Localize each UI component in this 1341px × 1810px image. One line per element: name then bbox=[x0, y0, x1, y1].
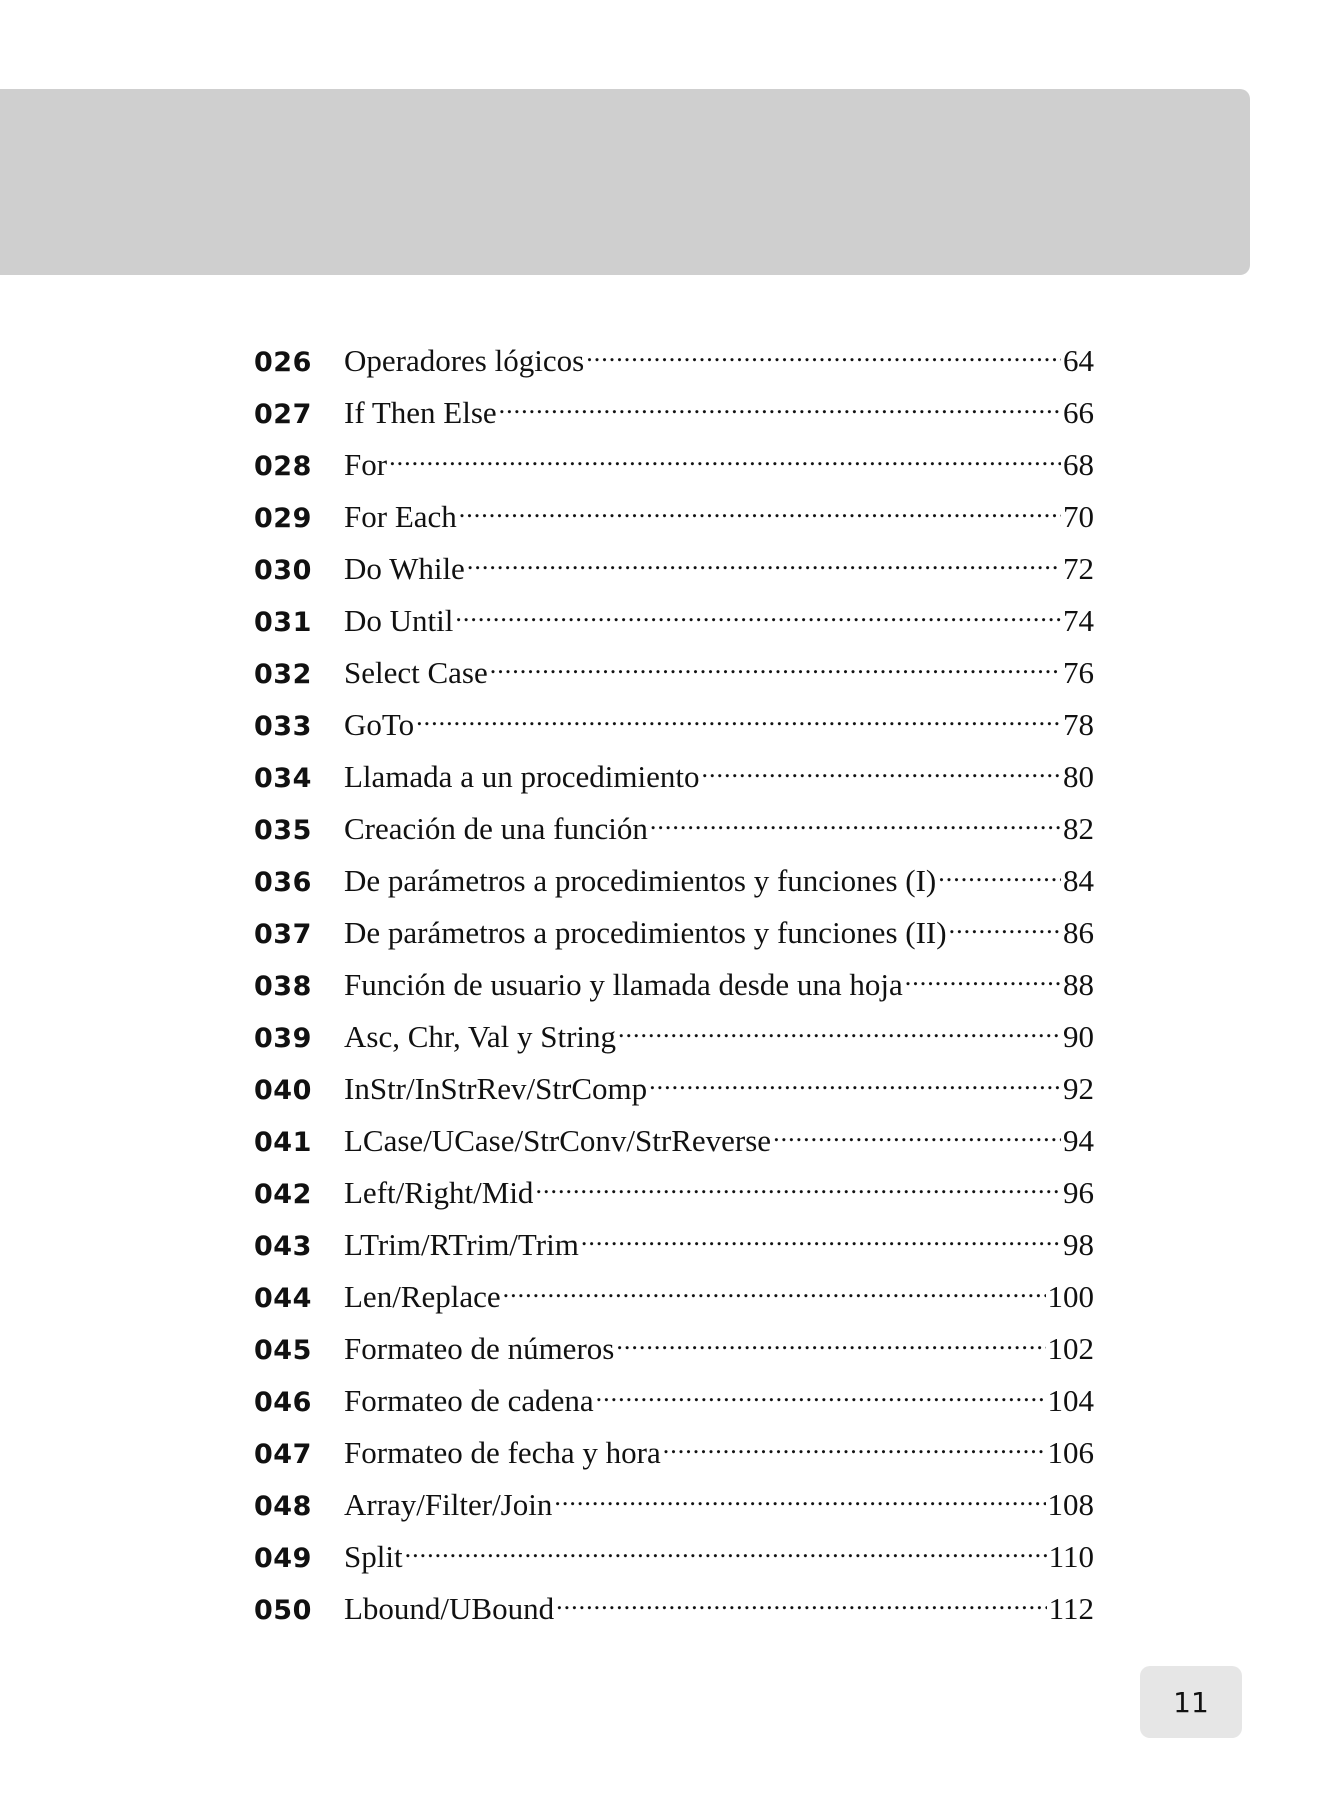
entry-number: 026 bbox=[254, 347, 312, 378]
dot-leader bbox=[503, 1276, 1046, 1307]
toc-entry[interactable] bbox=[254, 1068, 1094, 1120]
entry-number: 043 bbox=[254, 1231, 312, 1262]
entry-number: 035 bbox=[254, 815, 312, 846]
entry-number: 050 bbox=[254, 1595, 312, 1626]
entry-title: Do While bbox=[344, 551, 465, 586]
dot-leader bbox=[556, 1588, 1047, 1619]
dot-leader bbox=[905, 964, 1061, 995]
page-number-box bbox=[1140, 1666, 1242, 1738]
dot-leader bbox=[459, 496, 1061, 527]
entry-page: 100 bbox=[1047, 1279, 1094, 1314]
dot-leader bbox=[499, 392, 1061, 423]
dot-leader bbox=[586, 340, 1061, 371]
dot-leader bbox=[467, 548, 1061, 579]
entry-page: 64 bbox=[1063, 343, 1094, 378]
toc-entry[interactable] bbox=[254, 392, 1094, 444]
toc-entry[interactable] bbox=[254, 1432, 1094, 1484]
dot-leader bbox=[389, 444, 1061, 475]
toc-entry[interactable] bbox=[254, 1276, 1094, 1328]
entry-number: 042 bbox=[254, 1179, 312, 1210]
dot-leader bbox=[702, 756, 1061, 787]
entry-page: 102 bbox=[1047, 1331, 1094, 1366]
dot-leader bbox=[455, 600, 1061, 631]
toc-entry[interactable] bbox=[254, 808, 1094, 860]
entry-title: For bbox=[344, 447, 388, 482]
toc-entry[interactable] bbox=[254, 1380, 1094, 1432]
entry-title: Left/Right/Mid bbox=[344, 1175, 534, 1210]
toc-entry[interactable] bbox=[254, 1172, 1094, 1224]
entry-number: 041 bbox=[254, 1127, 312, 1158]
dot-leader bbox=[535, 1172, 1061, 1203]
dot-leader bbox=[649, 1068, 1061, 1099]
entry-title: Split bbox=[344, 1539, 403, 1574]
entry-title: Lbound/UBound bbox=[344, 1591, 555, 1626]
entry-number: 037 bbox=[254, 919, 312, 950]
entry-page: 68 bbox=[1063, 447, 1094, 482]
entry-number: 046 bbox=[254, 1387, 312, 1418]
page-number: 11 bbox=[1173, 1685, 1209, 1719]
toc-entry[interactable] bbox=[254, 1328, 1094, 1380]
dot-leader bbox=[650, 808, 1061, 839]
entry-title: LTrim/RTrim/Trim bbox=[344, 1227, 579, 1262]
entry-page: 112 bbox=[1048, 1591, 1094, 1626]
dot-leader bbox=[949, 912, 1061, 943]
toc-entry[interactable] bbox=[254, 652, 1094, 704]
entry-number: 034 bbox=[254, 763, 312, 794]
entry-page: 96 bbox=[1063, 1175, 1094, 1210]
table-of-contents bbox=[254, 340, 1094, 1640]
dot-leader bbox=[618, 1016, 1061, 1047]
entry-title: InStr/InStrRev/StrComp bbox=[344, 1071, 648, 1106]
toc-entry[interactable] bbox=[254, 1120, 1094, 1172]
header-band bbox=[0, 89, 1250, 275]
entry-title: LCase/UCase/StrConv/StrReverse bbox=[344, 1123, 772, 1158]
entry-page: 70 bbox=[1063, 499, 1094, 534]
toc-entry[interactable] bbox=[254, 1536, 1094, 1588]
entry-number: 036 bbox=[254, 867, 312, 898]
entry-page: 66 bbox=[1063, 395, 1094, 430]
entry-number: 047 bbox=[254, 1439, 312, 1470]
dot-leader bbox=[581, 1224, 1061, 1255]
entry-title: GoTo bbox=[344, 707, 415, 742]
entry-number: 038 bbox=[254, 971, 312, 1002]
entry-number: 029 bbox=[254, 503, 312, 534]
toc-entry[interactable] bbox=[254, 1224, 1094, 1276]
dot-leader bbox=[490, 652, 1061, 683]
entry-number: 040 bbox=[254, 1075, 312, 1106]
entry-number: 028 bbox=[254, 451, 312, 482]
dot-leader bbox=[405, 1536, 1047, 1567]
entry-title: Array/Filter/Join bbox=[344, 1487, 553, 1522]
entry-page: 98 bbox=[1063, 1227, 1094, 1262]
entry-page: 94 bbox=[1063, 1123, 1094, 1158]
entry-page: 78 bbox=[1063, 707, 1094, 742]
entry-page: 72 bbox=[1063, 551, 1094, 586]
entry-number: 033 bbox=[254, 711, 312, 742]
entry-title: De parámetros a procedimientos y funciones (I) bbox=[344, 863, 937, 898]
toc-entry[interactable] bbox=[254, 704, 1094, 756]
entry-page: 106 bbox=[1047, 1435, 1094, 1470]
entry-title: Select Case bbox=[344, 655, 488, 690]
entry-number: 030 bbox=[254, 555, 312, 586]
toc-entry[interactable] bbox=[254, 496, 1094, 548]
entry-number: 039 bbox=[254, 1023, 312, 1054]
dot-leader bbox=[596, 1380, 1046, 1411]
toc-entry[interactable] bbox=[254, 912, 1094, 964]
entry-title: For Each bbox=[344, 499, 457, 534]
dot-leader bbox=[416, 704, 1061, 735]
entry-page: 86 bbox=[1063, 915, 1094, 950]
entry-title: Creación de una función bbox=[344, 811, 648, 846]
entry-title: Do Until bbox=[344, 603, 454, 638]
toc-entry[interactable] bbox=[254, 860, 1094, 912]
entry-title: De parámetros a procedimientos y funciones (II) bbox=[344, 915, 947, 950]
dot-leader bbox=[663, 1432, 1046, 1463]
entry-number: 031 bbox=[254, 607, 312, 638]
entry-title: Len/Replace bbox=[344, 1279, 501, 1314]
dot-leader bbox=[616, 1328, 1045, 1359]
entry-number: 032 bbox=[254, 659, 312, 690]
entry-title: Formateo de números bbox=[344, 1331, 615, 1366]
dot-leader bbox=[554, 1484, 1045, 1515]
entry-title: If Then Else bbox=[344, 395, 497, 430]
entry-title: Operadores lógicos bbox=[344, 343, 585, 378]
toc-entry[interactable] bbox=[254, 1016, 1094, 1068]
entry-title: Función de usuario y llamada desde una hoja bbox=[344, 967, 903, 1002]
toc-entry[interactable] bbox=[254, 756, 1094, 808]
entry-number: 049 bbox=[254, 1543, 312, 1574]
entry-page: 104 bbox=[1047, 1383, 1094, 1418]
entry-page: 84 bbox=[1063, 863, 1094, 898]
toc-entry[interactable] bbox=[254, 600, 1094, 652]
toc-entry[interactable] bbox=[254, 548, 1094, 600]
entry-page: 82 bbox=[1063, 811, 1094, 846]
toc-entry[interactable] bbox=[254, 1484, 1094, 1536]
entry-page: 92 bbox=[1063, 1071, 1094, 1106]
entry-title: Llamada a un procedimiento bbox=[344, 759, 700, 794]
entry-title: Formateo de fecha y hora bbox=[344, 1435, 661, 1470]
entry-page: 90 bbox=[1063, 1019, 1094, 1054]
entry-title: Asc, Chr, Val y String bbox=[344, 1019, 617, 1054]
toc-entry[interactable] bbox=[254, 444, 1094, 496]
entry-page: 80 bbox=[1063, 759, 1094, 794]
entry-number: 027 bbox=[254, 399, 312, 430]
entry-page: 88 bbox=[1063, 967, 1094, 1002]
toc-entry[interactable] bbox=[254, 964, 1094, 1016]
entry-number: 048 bbox=[254, 1491, 312, 1522]
dot-leader bbox=[773, 1120, 1061, 1151]
toc-entry[interactable] bbox=[254, 340, 1094, 392]
entry-title: Formateo de cadena bbox=[344, 1383, 594, 1418]
entry-number: 045 bbox=[254, 1335, 312, 1366]
dot-leader bbox=[938, 860, 1061, 891]
entry-page: 108 bbox=[1047, 1487, 1094, 1522]
toc-entry[interactable] bbox=[254, 1588, 1094, 1640]
entry-number: 044 bbox=[254, 1283, 312, 1314]
entry-page: 74 bbox=[1063, 603, 1094, 638]
entry-page: 76 bbox=[1063, 655, 1094, 690]
entry-page: 110 bbox=[1048, 1539, 1094, 1574]
